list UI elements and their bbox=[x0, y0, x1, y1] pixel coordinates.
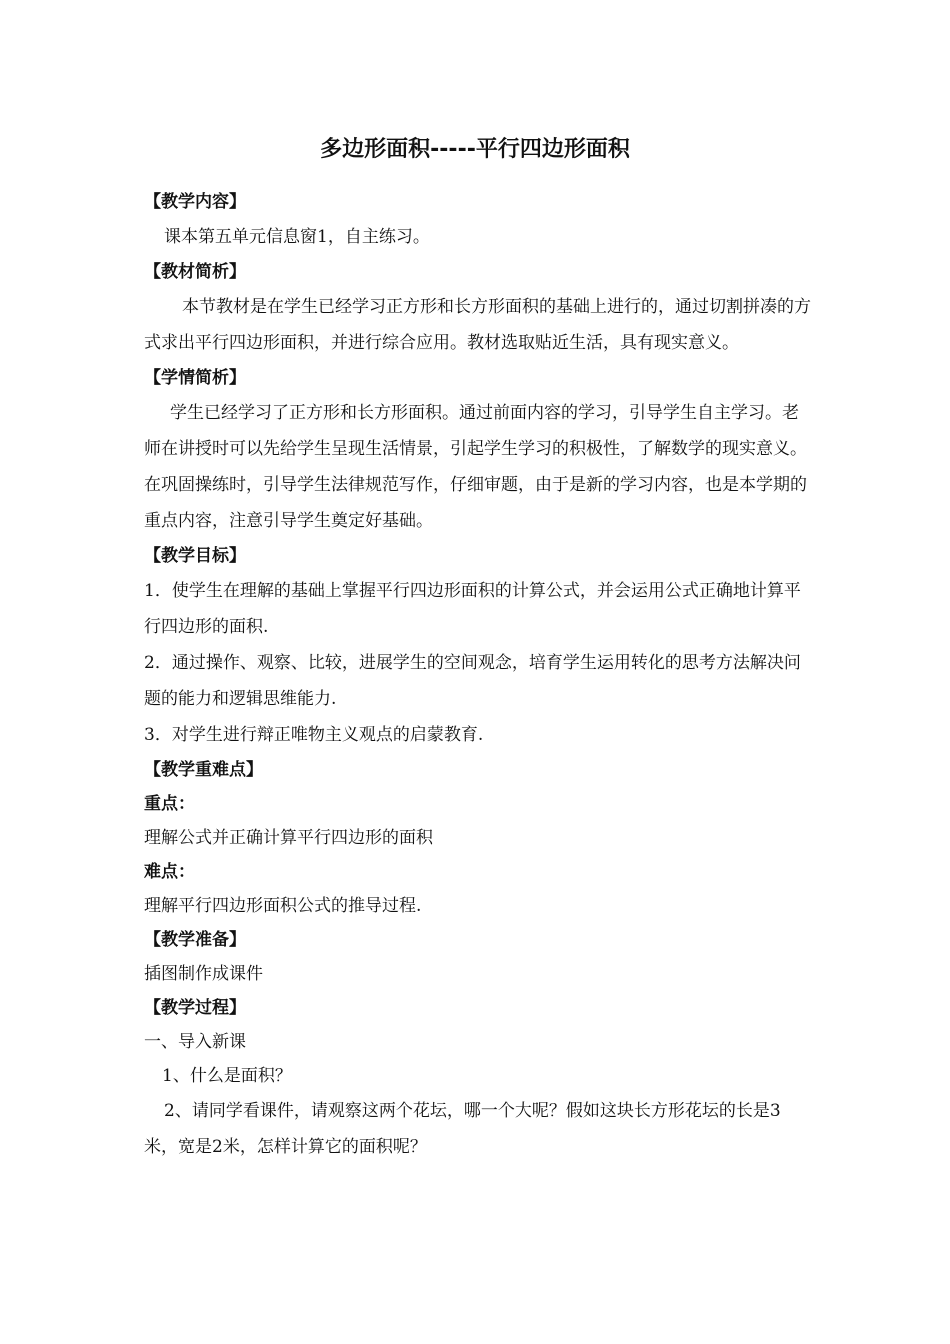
heading-textbook-analysis: 【教材简析】 bbox=[144, 262, 246, 282]
textbook-analysis-text: 本节教材是在学生已经学习正方形和长方形面积的基础上进行的，通过切割拼凑的方式求出平行四边形面积，并进行综合应用。教材选取贴近生活，具有现实意义。 bbox=[144, 297, 811, 353]
key-point-label: 重点： bbox=[144, 794, 195, 814]
heading-student-analysis: 【学情简析】 bbox=[144, 368, 246, 388]
teaching-content-text: 课本第五单元信息窗1，自主练习。 bbox=[164, 227, 430, 247]
heading-teaching-content: 【教学内容】 bbox=[144, 192, 246, 212]
process-question-2: 2、请同学看课件，请观察这两个花坛，哪一个大呢？假如这块长方形花坛的长是3米，宽是2米，怎样计算它的面积呢？ bbox=[144, 1101, 781, 1157]
difficult-point-text: 理解平行四边形面积公式的推导过程. bbox=[144, 896, 422, 916]
difficult-point-label: 难点： bbox=[144, 862, 195, 882]
student-analysis-text: 学生已经学习了正方形和长方形面积。通过前面内容的学习，引导学生自主学习。老师在讲授时可以先给学生呈现生活情景，引起学生学习的积极性，了解数学的现实意义。在巩固操练时，引导学生法律规范写作，仔细审题，由于是新的学习内容，也是本学期的重点内容，注意引导学生奠定好基础。 bbox=[144, 403, 807, 531]
process-question-1: 1、什么是面积？ bbox=[162, 1066, 292, 1086]
preparation-text: 插图制作成课件 bbox=[144, 964, 263, 984]
document-body bbox=[144, 185, 812, 1165]
heading-teaching-preparation: 【教学准备】 bbox=[144, 930, 246, 950]
heading-key-difficult-points: 【教学重难点】 bbox=[144, 760, 263, 780]
document-title: 多边形面积-----平行四边形面积 bbox=[320, 137, 630, 162]
key-point-text: 理解公式并正确计算平行四边形的面积 bbox=[144, 828, 433, 848]
heading-teaching-goals: 【教学目标】 bbox=[144, 546, 246, 566]
process-step-1: 一、导入新课 bbox=[144, 1032, 246, 1052]
goal-item-3: 3．对学生进行辩正唯物主义观点的启蒙教育. bbox=[144, 725, 484, 745]
goal-item-2: 2．通过操作、观察、比较，进展学生的空间观念，培育学生运用转化的思考方法解决问题的能力和逻辑思维能力. bbox=[144, 653, 801, 709]
goal-item-1: 1．使学生在理解的基础上掌握平行四边形面积的计算公式，并会运用公式正确地计算平行四边形的面积. bbox=[144, 581, 801, 637]
heading-teaching-process: 【教学过程】 bbox=[144, 998, 246, 1018]
